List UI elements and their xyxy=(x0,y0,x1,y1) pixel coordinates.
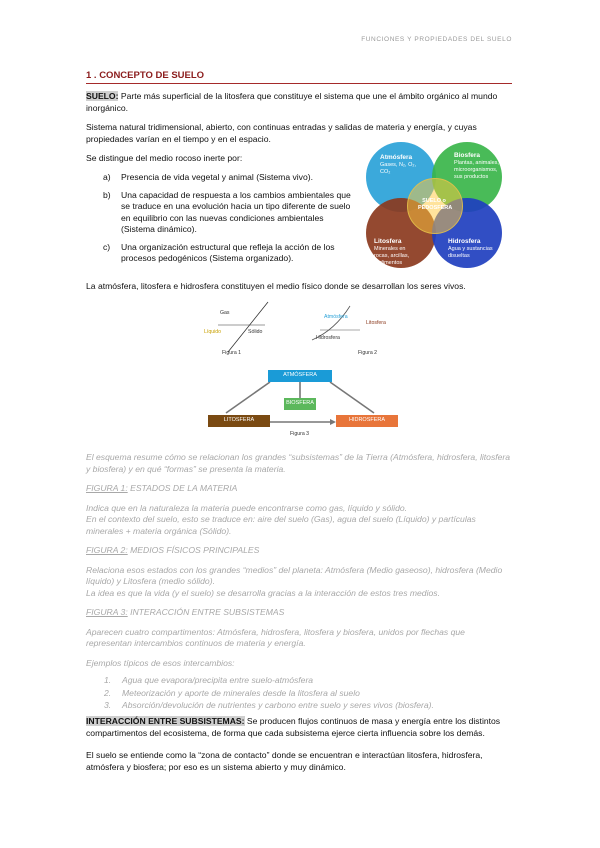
summary-text: El esquema resume cómo se relacionan los grandes “subsistemas” de la Tierra (Atmósfera, hidrosfera, litosfera y biosfera) y en qué “formas” se presenta la materia. xyxy=(86,452,511,474)
definition-paragraph xyxy=(86,91,512,114)
fig2-hidrosfera-label: Hidrosfera xyxy=(316,335,340,341)
fig2-litosfera-label: Litosfera xyxy=(366,320,386,326)
list-item-text: Una organización estructural que refleja la acción de los procesos pedogénicos (Sistema organizado). xyxy=(121,241,335,263)
definition-term: SUELO: xyxy=(86,91,119,101)
distinguish-paragraph xyxy=(86,153,346,165)
running-header: FUNCIONES Y PROPIEDADES DEL SUELO xyxy=(361,36,512,43)
list-marker: a) xyxy=(103,172,111,182)
fig1-title-rest: ESTADOS DE LA MATERIA xyxy=(127,483,238,493)
fig2-title-rest: MEDIOS FÍSICOS PRINCIPALES xyxy=(127,545,260,555)
fig3-box-biosfera: BIOSFERA xyxy=(284,398,316,410)
fig2-atmosfera-label: Atmósfera xyxy=(324,314,348,320)
list-item xyxy=(103,190,351,236)
gray-notes xyxy=(86,452,512,713)
interaction-text: Se producen flujos continuos de masa y energía entre los distintos compartimentos del ecosistema, de forma que cada subsistema ejerce cierta influencia sobre los demás. xyxy=(86,716,501,738)
list-item-text: Presencia de vida vegetal y animal (Sistema vivo). xyxy=(121,172,314,182)
system-text: Sistema natural tridimensional, abierto, con continuas entradas y salidas de materia y energía, y cuyas propiedades varían en el tiempo y en el espacio. xyxy=(86,122,477,144)
interaction-paragraph xyxy=(86,716,512,739)
fig3-box-atmosfera: ATMÓSFERA xyxy=(268,370,332,382)
fig2-title: FIGURA 2: xyxy=(86,545,128,555)
interaction-term: INTERACCIÓN ENTRE SUBSISTEMAS: xyxy=(86,716,245,726)
venn-label-hidrosfera: Hidrosfera Agua y sustancias disueltas xyxy=(448,238,493,259)
fig3-arrow-right xyxy=(330,382,374,413)
venn-label-litosfera: Litosfera Minerales en rocas, arcillas, sedimentos xyxy=(374,238,410,266)
fig3-arrow-left xyxy=(226,382,270,413)
examples-intro: Ejemplos típicos de esos intercambios: xyxy=(86,657,235,668)
fig3-box-hidrosfera: HIDROSFERA xyxy=(336,415,398,427)
properties-list xyxy=(103,172,351,271)
venn-label-atmosfera: Atmósfera Gases, N₂, O₂, CO₂ xyxy=(380,154,417,175)
list-item: 3. Absorción/devolución de nutrientes y carbono entre suelo y seres vivos (biosfera). xyxy=(104,700,434,710)
list-item: 1. Agua que evapora/precipita entre suelo-atmósfera xyxy=(104,675,314,685)
fig2-text-1: Relaciona esos estados con los grandes “medios” del planeta: Atmósfera (Medio gaseoso), hidrosfera (Medio líquido) y Litosfera (medio sólido). xyxy=(86,564,503,586)
distinguish-text: Se distingue del medio rocoso inerte por: xyxy=(86,153,243,163)
list-item xyxy=(103,242,351,265)
fig3-caption: Figura 3 xyxy=(290,431,310,437)
list-marker: c) xyxy=(103,241,111,252)
fig2-caption: Figura 2 xyxy=(358,350,378,356)
fig1-text-1: Indica que en la naturaleza la materia puede encontrarse como gas, líquido y sólido. xyxy=(86,502,408,513)
conclusion-text: El suelo se entiende como la “zona de contacto” donde se encuentran e interactúan litosfera, hidrosfera, atmósfera y biosfera; por eso es un sistema abierto y muy dinámico. xyxy=(86,750,483,772)
media-text: La atmósfera, litosfera e hidrosfera constituyen el medio físico donde se desarrollan los seres vivos. xyxy=(86,281,466,291)
fig1-liquido-label: Líquido xyxy=(204,329,222,335)
fig3-text-1: Aparecen cuatro compartimentos: Atmósfera, hidrosfera, litosfera y biosfera, unidos por flechas que representan intercambios continuos de materia y energía. xyxy=(86,626,465,648)
fig2-text-2: La idea es que la vida (y el suelo) se desarrolla gracias a la interacción de estos tres medios. xyxy=(86,587,440,598)
list-marker: b) xyxy=(103,189,111,200)
section-title: 1 . CONCEPTO DE SUELO xyxy=(86,70,512,84)
fig3-box-litosfera: LITOSFERA xyxy=(208,415,270,427)
media-paragraph xyxy=(86,281,512,293)
fig3-title: FIGURA 3: xyxy=(86,607,128,617)
list-item xyxy=(103,172,351,184)
fig1-diagonal xyxy=(228,302,268,352)
list-item-text: Una capacidad de respuesta a los cambios ambientales que se traduce en una evolución hacia un tipo diferente de suelo en equilibrio con las nuevas condiciones ambientales (Sistema dinámico). xyxy=(121,189,351,234)
venn-label-biosfera: Biosfera Plantas, animales, microorganismos, sus productos xyxy=(454,152,499,180)
fig1-solido-label: Sólido xyxy=(248,329,263,335)
figures-image xyxy=(200,300,410,440)
fig1-caption: Figura 1 xyxy=(222,350,242,356)
fig1-title: FIGURA 1: xyxy=(86,483,128,493)
conclusion-paragraph xyxy=(86,750,512,773)
venn-label-center: SUELO o PEDOSFERA xyxy=(418,198,453,211)
soil-venn-diagram xyxy=(362,140,506,268)
examples-list xyxy=(104,675,512,712)
fig3-title-rest: INTERACCIÓN ENTRE SUBSISTEMAS xyxy=(127,607,285,617)
list-item: 2. Meteorización y aporte de minerales desde la litosfera al suelo xyxy=(104,687,360,698)
fig1-text-2: En el contexto del suelo, esto se traduce en: aire del suelo (Gas), agua del suelo (Líquido) y partículas minerales + materia orgánica (Sólido). xyxy=(86,514,476,536)
fig1-gas-label: Gas xyxy=(220,310,230,316)
definition-text: Parte más superficial de la litosfera que constituye el sistema que une el ámbito orgánico al mundo inorgánico. xyxy=(86,91,498,113)
